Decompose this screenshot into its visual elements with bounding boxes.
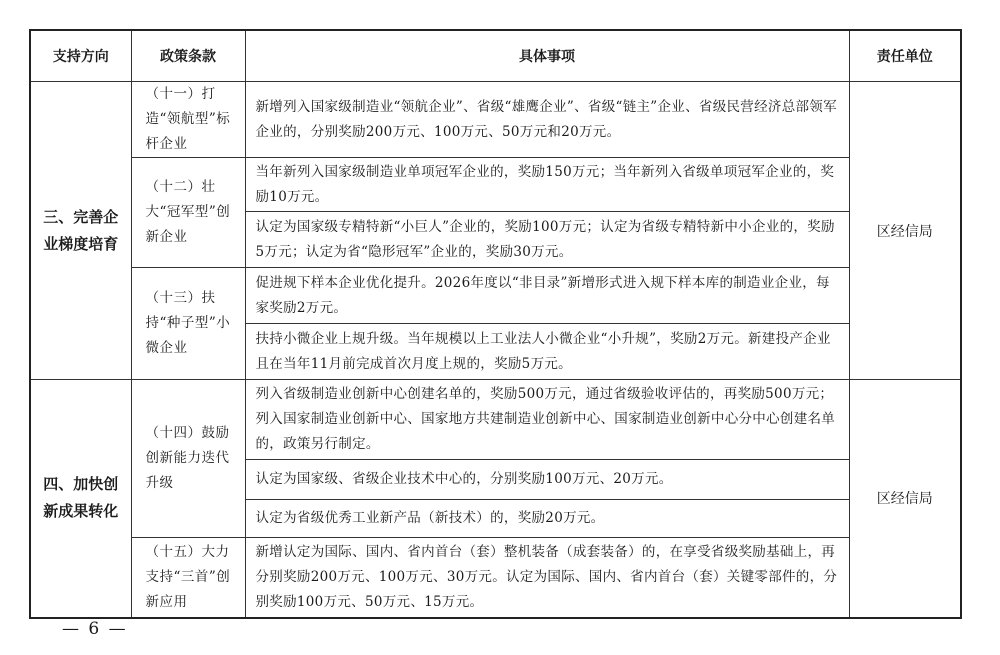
header-item: 具体事项 <box>245 30 849 82</box>
item-cell: 列入省级制造业创新中心创建名单的，奖励500万元，通过省级验收评估的，再奖励500万元；列入国家制造业创新中心、国家地方共建制造业创新中心、国家制造业创新中心分中心创建名单的，政策另行制定。 <box>245 380 849 460</box>
direction-cell: 三、完善企业梯度培育 <box>30 82 131 380</box>
item-cell: 新增列入国家级制造业“领航企业”、省级“雄鹰企业”、省级“链主”企业、省级民营经济总部领军企业的，分别奖励200万元、100万元、50万元和20万元。 <box>245 82 849 158</box>
header-unit: 责任单位 <box>849 30 961 82</box>
item-cell: 认定为省级优秀工业新产品（新技术）的，奖励20万元。 <box>245 500 849 538</box>
unit-cell: 区经信局 <box>849 82 961 380</box>
table-row <box>30 380 961 460</box>
table-row <box>30 538 961 618</box>
unit-cell: 区经信局 <box>849 380 961 618</box>
clause-cell: （十二）壮大“冠军型”创新企业 <box>131 158 245 268</box>
item-cell: 扶持小微企业上规升级。当年规模以上工业法人小微企业“小升规”，奖励2万元。新建投产企业且在当年11月前完成首次月度上规的，奖励5万元。 <box>245 324 849 380</box>
direction-cell: 四、加快创新成果转化 <box>30 380 131 618</box>
clause-cell: （十三）扶持“种子型”小微企业 <box>131 268 245 380</box>
item-cell: 认定为国家级专精特新“小巨人”企业的，奖励100万元；认定为省级专精特新中小企业的，奖励5万元；认定为省“隐形冠军”企业的，奖励30万元。 <box>245 212 849 268</box>
policy-table <box>29 29 962 619</box>
header-direction: 支持方向 <box>30 30 131 82</box>
clause-cell: （十五）大力支持“三首”创新应用 <box>131 538 245 618</box>
clause-cell: （十四）鼓励创新能力迭代升级 <box>131 380 245 538</box>
clause-cell: （十一）打造“领航型”标杆企业 <box>131 82 245 158</box>
item-cell: 认定为国家级、省级企业技术中心的，分别奖励100万元、20万元。 <box>245 460 849 500</box>
table-row <box>30 268 961 324</box>
table-row <box>30 82 961 158</box>
header-clause: 政策条款 <box>131 30 245 82</box>
item-cell: 促进规下样本企业优化提升。2026年度以“非目录”新增形式进入规下样本库的制造业企业，每家奖励2万元。 <box>245 268 849 324</box>
page-number: — 6 — <box>62 619 128 639</box>
item-cell: 新增认定为国际、国内、省内首台（套）整机装备（成套装备）的，在享受省级奖励基础上，再分别奖励200万元、100万元、30万元。认定为国际、国内、省内首台（套）关键零部件的，分别奖励100万元、50万元、15万元。 <box>245 538 849 618</box>
table-header-row <box>30 30 961 82</box>
table-row <box>30 158 961 212</box>
item-cell: 当年新列入国家级制造业单项冠军企业的，奖励150万元；当年新列入省级单项冠军企业的，奖励10万元。 <box>245 158 849 212</box>
